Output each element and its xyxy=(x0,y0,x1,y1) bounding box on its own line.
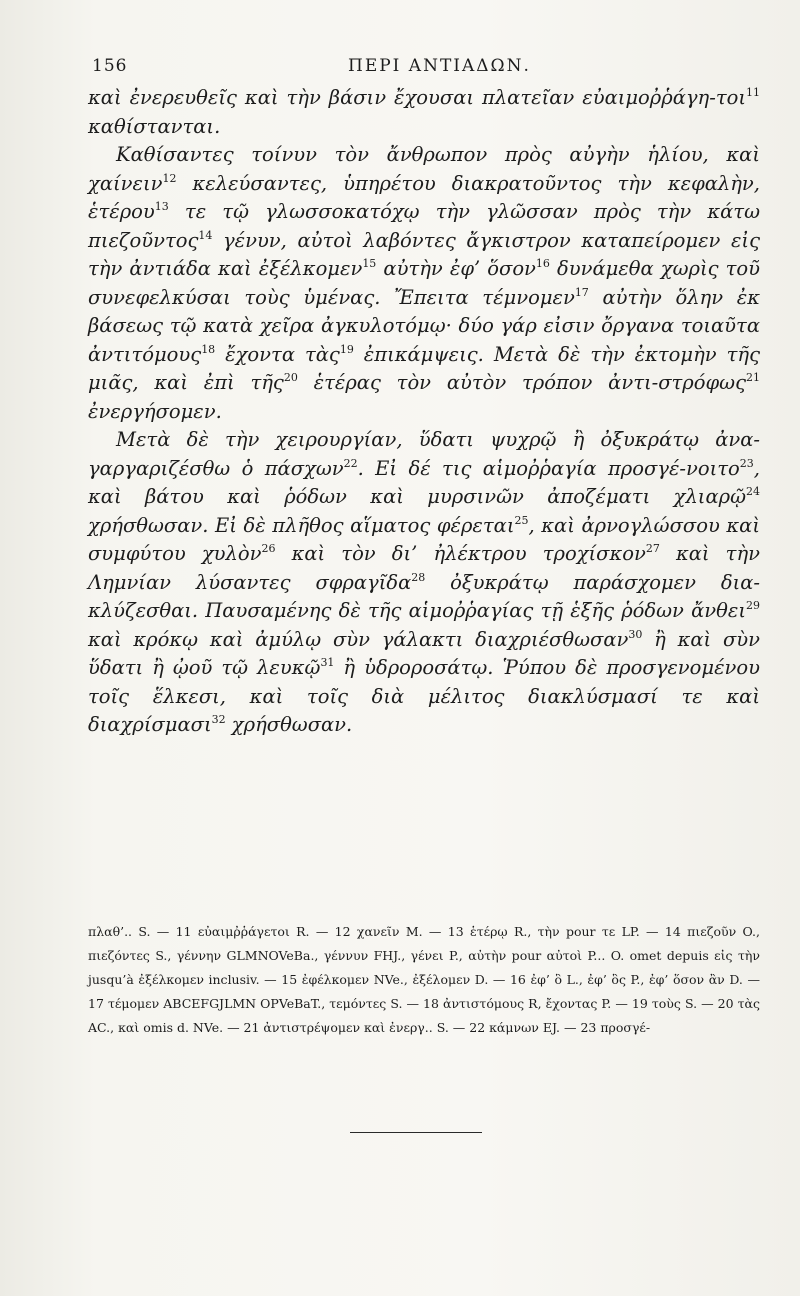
page-number: 156 xyxy=(92,56,128,76)
running-head: ΠΕΡΙ ΑΝΤΙΑΔΩΝ. xyxy=(348,56,531,76)
note-ref: 24 xyxy=(746,485,760,498)
note-ref: 13 xyxy=(154,200,169,213)
note-ref: 23 xyxy=(739,456,754,470)
note-ref: 12 xyxy=(162,171,177,185)
note-ref: 29 xyxy=(746,599,760,612)
page-header xyxy=(92,56,730,80)
paragraph-1: καὶ ἐνερευθεῖς καὶ τὴν βάσιν ἔχουσαι πλατεῖαν εὐαιμοῤῥάγη-τοι$^{11}$ καθίστανται. xyxy=(88,86,760,138)
note-ref: 21 xyxy=(746,371,760,384)
footnote-rule xyxy=(350,1132,482,1133)
note-ref: 20 xyxy=(283,371,298,384)
note-ref: 14 xyxy=(198,228,213,242)
note-ref: 15 xyxy=(362,257,377,270)
note-ref: 22 xyxy=(343,456,358,470)
note-ref: 30 xyxy=(628,627,643,641)
note-ref: 17 xyxy=(574,285,589,299)
note-ref: 27 xyxy=(645,542,660,555)
note-ref: 25 xyxy=(514,513,529,527)
note-ref: 28 xyxy=(411,570,426,584)
main-text xyxy=(88,84,760,740)
paragraph-2: Καθίσαντες τοίνυν τὸν ἄνθρωπον πρὸς αὐγὴν ἡλίου, καὶ χαίνειν$^{12}$ κελεύσαντες, ὑπηρέτου διακρατοῦντος τὴν κεφαλὴν, ἑτέρου$^{13}$ τε τῷ γλωσσοκατόχῳ τὴν γλῶσσαν πρὸς τὴν κάτω πιεζοῦντος$^{14}$ γένυν, αὐτοὶ λαβόντες ἄγκιστρον καταπείρομεν εἰς τὴν ἀντιάδα καὶ ἐξέλκομεν$^{15}$ αὐτὴν ἐφ’ ὅσον$^{16}$ δυνάμεθα χωρὶς τοῦ συνεφελκύσαι τοὺς ὑμένας. Ἔπειτα τέμνομεν$^{17}$ αὐτὴν ὅλην ἐκ βάσεως τῷ κατὰ χεῖρα ἀγκυλοτόμῳ· δύο γάρ εἰσιν ὄργανα τοιαῦτα ἀντιτόμους$^{18}$ ἔχοντα τὰς$^{19}$ ἐπικάμψεις. Μετὰ δὲ τὴν ἐκτομὴν τῆς μιᾶς, καὶ ἐπὶ τῆς$^{20}$ ἑτέρας τὸν αὐτὸν τρόπον ἀντι-στρόφως$^{21}$ ἐνεργήσομεν. xyxy=(88,143,761,423)
note-ref: 16 xyxy=(535,257,550,270)
paragraph-3: Μετὰ δὲ τὴν χειρουργίαν, ὕδατι ψυχρῷ ἢ ὀξυκράτῳ ἀνα-γαργαριζέσθω ὁ πάσχων$^{22}$. Εἰ δέ τις αἱμοῤῥαγία προσγέ-νοιτο$^{23}$, καὶ βάτου καὶ ῥόδων καὶ μυρσινῶν ἀποζέματι χλιαρῷ$^{24}$ χρήσθωσαν. Εἰ δὲ πλῆθος αἵματος φέρεται$^{25}$, καὶ ἀρνογλώσσου καὶ συμφύτου χυλὸν$^{26}$ καὶ τὸν δι’ ἠλέκτρου τροχίσκον$^{27}$ καὶ τὴν Λημνίαν λύσαντες σφραγῖδα$^{28}$ ὀξυκράτῳ παράσχομεν δια-κλύζεσθαι. Παυσαμένης δὲ τῆς αἱμοῤῥαγίας τῇ ἑξῆς ῥόδων ἄνθει$^{29}$ καὶ κρόκῳ καὶ ἀμύλῳ σὺν γάλακτι διαχριέσθωσαν$^{30}$ ἢ καὶ σὺν ὕδατι ἢ ᾠοῦ τῷ λευκῷ$^{31}$ ἢ ὑδροροσάτῳ. Ῥύπου δὲ προσγενομένου τοῖς ἕλκεσι, καὶ τοῖς διὰ μέλιτος διακλύσμασί τε καὶ διαχρίσμασι$^{32}$ χρήσθωσαν. xyxy=(88,428,760,736)
note-ref: 11 xyxy=(746,86,760,99)
footnotes xyxy=(88,920,760,1040)
note-ref: 19 xyxy=(339,342,354,356)
note-ref: 32 xyxy=(211,713,226,726)
note-ref: 31 xyxy=(320,656,335,669)
note-ref: 26 xyxy=(261,542,276,555)
note-ref: 18 xyxy=(201,342,216,356)
footnote-text: πλαθ’.. S. — 11 εὐαιμῤῥάγετοι R. — 12 χανεῖν M. — 13 ἑτέρῳ R., τὴν pour τε LP. — 14 πιεζοῦν O., πιεζόντες S., γέννην GLMNOVeBa., γέννυν FHJ., γένει P., αὐτὴν pour αὐτοὶ P... O. omet depuis εἰς τὴν jusqu’à ἐξέλκομεν inclusiv. — 15 ἐφέλκομεν NVe., ἐξέλομεν D. — 16 ἐφ’ ὃ L., ἐφ’ ὃς P., ἐφ’ ὅσον ἂν D. — 17 τέμομεν ABCEFGJLMN OPVeBaT., τεμόντες S. — 18 ἀντιστόμους R, ἔχοντας P. — 19 τοὺς S. — 20 τὰς AC., καὶ omis d. NVe. — 21 ἀντιστρέψομεν καὶ ἐνεργ.. S. — 22 κάμνων EJ. — 23 προσγέ- xyxy=(88,924,760,1035)
